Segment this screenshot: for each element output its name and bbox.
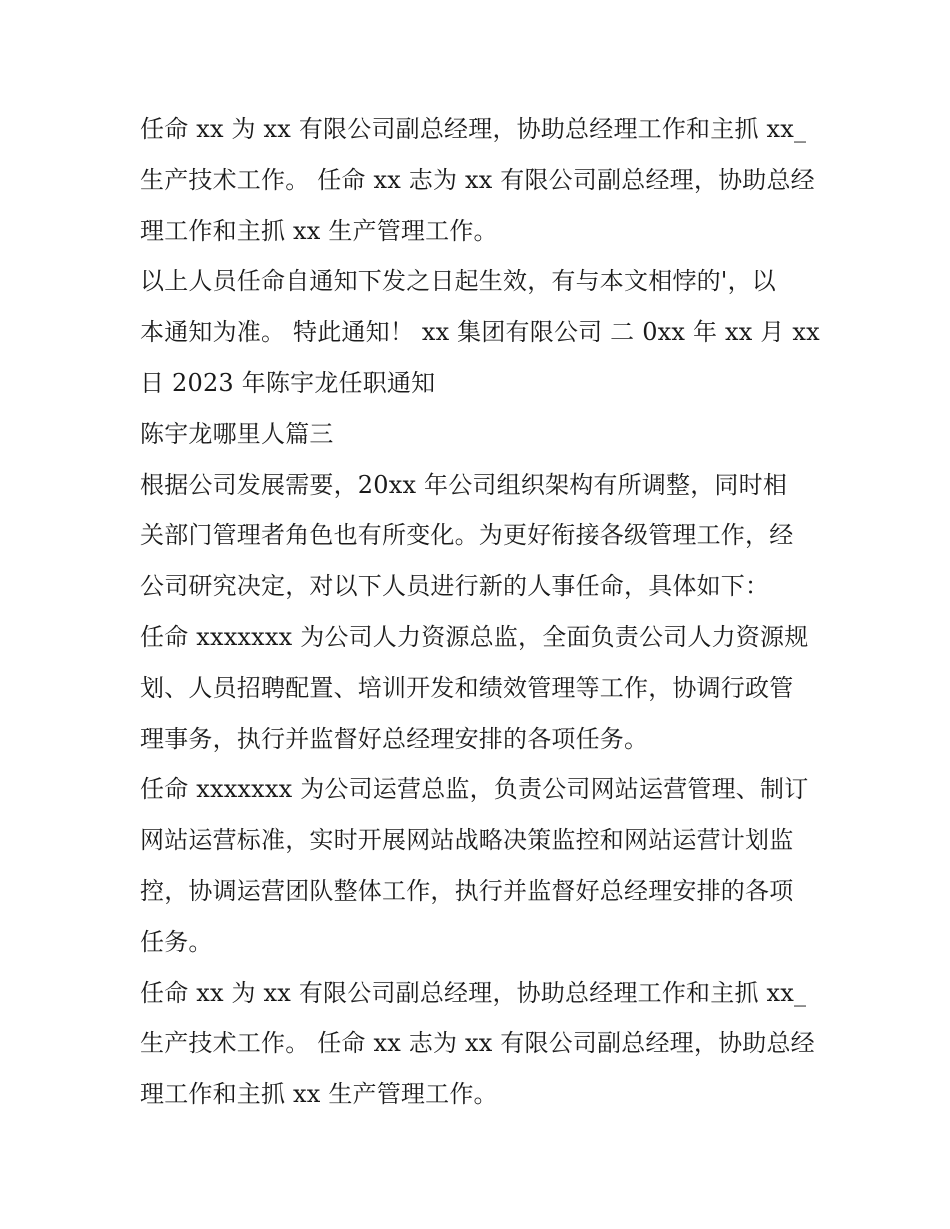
section-heading: 陈宇龙哪里人篇三	[140, 419, 334, 448]
text-line: 任务。	[140, 927, 213, 956]
text-line: 生产技术工作。 任命 xx 志为 xx 有限公司副总经理，协助总经	[140, 165, 815, 194]
text-line: 理事务，执行并监督好总经理安排的各项任务。	[140, 724, 649, 753]
text-line: 根据公司发展需要，20xx 年公司组织架构有所调整，同时相	[140, 470, 788, 499]
text-line: 理工作和主抓 xx 生产管理工作。	[140, 216, 498, 245]
text-line: 理工作和主抓 xx 生产管理工作。	[140, 1080, 498, 1109]
text-line: 任命 xx 为 xx 有限公司副总经理，协助总经理工作和主抓 xx_	[140, 115, 807, 143]
text-line: 公司研究决定，对以下人员进行新的人事任命，具体如下：	[140, 572, 770, 601]
text-line: 以上人员任命自通知下发之日起生效，有与本文相悖的'，以	[140, 267, 776, 296]
text-line: 网站运营标准，实时开展网站战略决策监控和网站运营计划监	[140, 826, 794, 855]
text-line: 任命 xxxxxxx 为公司运营总监，负责公司网站运营管理、制订	[140, 775, 809, 804]
text-line: 生产技术工作。 任命 xx 志为 xx 有限公司副总经理，协助总经	[140, 1029, 815, 1058]
text-line: 任命 xxxxxxx 为公司人力资源总监，全面负责公司人力资源规	[140, 622, 809, 651]
text-line: 任命 xx 为 xx 有限公司副总经理，协助总经理工作和主抓 xx_	[140, 978, 807, 1007]
document-body	[140, 104, 820, 1120]
text-line: 关部门管理者角色也有所变化。为更好衔接各级管理工作，经	[140, 521, 794, 550]
text-line: 划、人员招聘配置、培训开发和绩效管理等工作，协调行政管	[140, 673, 794, 702]
text-line: 日 2023 年陈宇龙任职通知	[140, 368, 436, 397]
text-line: 本通知为准。 特此通知！ xx 集团有限公司 二 0xx 年 xx 月 xx	[140, 318, 820, 347]
text-line: 控，协调运营团队整体工作，执行并监督好总经理安排的各项	[140, 876, 794, 905]
